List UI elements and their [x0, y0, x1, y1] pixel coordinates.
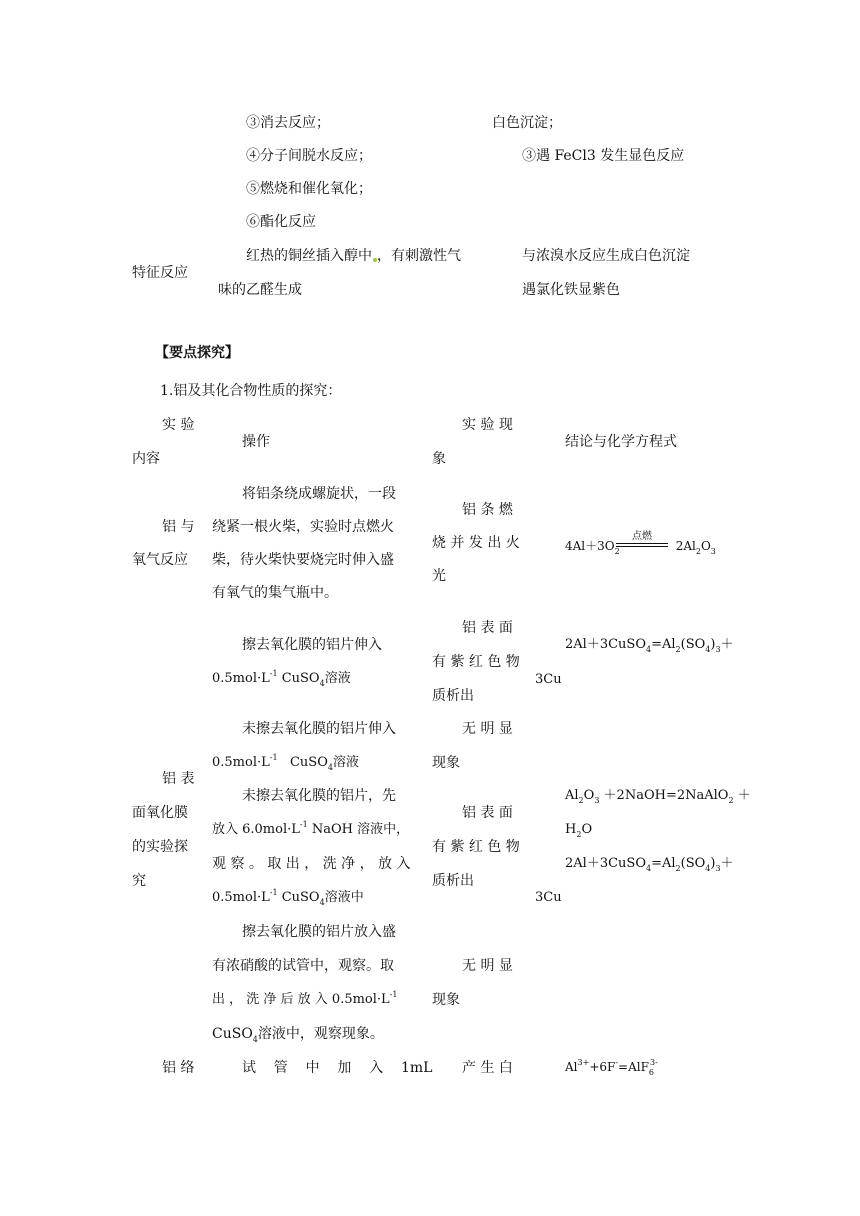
sup: 3-	[650, 1058, 658, 1067]
text-part: CuSO	[281, 890, 320, 905]
header-phenomenon-1: 实 验 现	[462, 417, 513, 433]
sub: 4	[645, 645, 652, 654]
sub: 2	[728, 796, 734, 805]
eq-part: O	[583, 788, 595, 803]
sub: 2	[675, 864, 681, 873]
list-item: ③消去反应；	[246, 115, 330, 131]
sub: 3	[594, 796, 600, 805]
row4-operation-1: 未擦去氧化膜的铝片，先	[242, 788, 396, 804]
row6-phenomenon: 产 生 白	[462, 1060, 513, 1076]
row2-operation-2	[212, 669, 351, 688]
sub: 6	[648, 1068, 655, 1077]
row3-operation-1: 未擦去氧化膜的铝片伸入	[242, 721, 396, 737]
row4-phenomenon-2: 有 紫 红 色 物	[432, 839, 520, 855]
row5-operation-1: 擦去氧化膜的铝片放入盛	[242, 924, 396, 940]
eq-sub: 3	[710, 547, 716, 556]
row6-content: 铝 络	[162, 1060, 195, 1076]
text-part: 溶液中，观察现象。	[257, 1026, 384, 1042]
row1-operation-1: 将铝条绕成螺旋状，一段	[242, 486, 396, 502]
list-item: ③遇 FeCl3 发生显色反应	[522, 148, 685, 164]
group-content-2: 面氧化膜	[132, 805, 188, 821]
sub: 4	[645, 864, 652, 873]
row1-operation-3: 柴，待火柴快要烧完时伸入盛	[212, 552, 394, 568]
text-part: 0.5mol·L	[212, 755, 270, 770]
feature-left-text-b: ，有刺激性气	[377, 248, 461, 264]
eq-part: ＋2NaOH=2NaAlO	[603, 788, 729, 803]
header-conclusion: 结论与化学方程式	[565, 434, 677, 450]
row2-phenomenon-2: 有 紫 红 色 物	[432, 654, 520, 670]
row1-phenomenon-3: 光	[432, 568, 446, 584]
text-part: 溶液	[324, 671, 351, 686]
row1-phenomenon-1: 铝 条 燃	[462, 502, 513, 518]
row2-operation-1: 擦去氧化膜的铝片伸入	[242, 637, 382, 653]
group-content-1: 铝 表	[162, 771, 195, 787]
section-subtitle: 1.铝及其化合物性质的探究：	[160, 383, 342, 399]
feature-left-text-2: 味的乙醛生成	[218, 282, 302, 298]
eq-part: ＋	[737, 788, 751, 803]
row4-equation-2-line2: 3Cu	[535, 890, 562, 905]
sub: 4	[319, 898, 325, 907]
sub: 2	[675, 645, 681, 654]
text-part: CuSO	[212, 1026, 253, 1042]
row4-operation-3: 观 察 。 取 出 ， 洗 净 ， 放 入	[212, 856, 411, 872]
row2-phenomenon-3: 质析出	[432, 688, 474, 704]
eq-part: =Al	[651, 856, 676, 871]
eq-part: ＋	[720, 637, 734, 652]
eq-part: Al	[565, 1060, 578, 1074]
section-title: 【要点探究】	[155, 345, 239, 361]
eq-part: O	[700, 539, 711, 553]
row6-equation	[565, 1058, 658, 1077]
row5-phenomenon-2: 现象	[432, 992, 460, 1008]
text-part: 溶液中	[324, 890, 364, 905]
eq-part: 2Al＋3CuSO	[565, 637, 646, 652]
text-part: CuSO	[289, 755, 328, 770]
row4-operation-4	[212, 888, 364, 907]
row6-operation: 试 管 中 加 入 1mL	[242, 1060, 433, 1076]
row1-operation-4: 有氧气的集气瓶中。	[212, 585, 338, 601]
eq-sub: 2	[614, 547, 620, 556]
list-item: ⑤燃烧和催化氧化；	[246, 181, 372, 197]
row5-operation-2: 有浓硝酸的试管中，观察。取	[212, 958, 394, 974]
row1-operation-2: 绕紧一根火柴，实验时点燃火	[212, 519, 394, 535]
sub: 4	[319, 679, 325, 688]
eq-part: O	[581, 822, 593, 837]
feature-left-text	[246, 249, 461, 263]
row2-equation	[565, 637, 734, 654]
feature-right-text: 与浓溴水反应生成白色沉淀	[522, 248, 690, 264]
header-phenomenon-2: 象	[432, 451, 446, 467]
text-part: 0.5mol·L	[212, 671, 270, 686]
header-content-2: 内容	[132, 451, 160, 467]
sup: -	[615, 1058, 619, 1067]
row5-phenomenon-1: 无 明 显	[462, 958, 513, 974]
sup: -1	[389, 990, 398, 999]
eq-part: 2Al	[675, 539, 696, 553]
row3-operation-2	[212, 753, 359, 772]
text-part: CuSO	[281, 671, 320, 686]
sub: 3	[715, 864, 721, 873]
sub: 4	[705, 864, 711, 873]
row1-phenomenon-2: 烧 并 发 出 火	[432, 535, 520, 551]
eq-part: =Al	[651, 637, 676, 652]
row3-phenomenon-2: 现象	[432, 755, 460, 771]
row5-operation-3	[212, 990, 398, 1007]
eq-part: Al	[565, 788, 579, 803]
eq-part: +6F	[589, 1060, 616, 1074]
eq-part: H	[565, 822, 577, 837]
condition-label: 点燃	[632, 531, 652, 542]
row2-equation-line2: 3Cu	[535, 672, 562, 687]
sub: 2	[576, 830, 582, 839]
feature-left-text-a: 红热的铜丝插入醇中	[246, 248, 372, 264]
row1-content-1: 铝 与	[162, 519, 195, 535]
text-part: NaOH 溶液中，	[311, 822, 410, 837]
equal-line	[616, 546, 668, 547]
eq-part: (SO	[680, 637, 706, 652]
text-part: 溶液	[332, 755, 359, 770]
equal-line	[616, 543, 668, 544]
list-item: ⑥酯化反应	[246, 214, 316, 230]
sub: 3	[715, 645, 721, 654]
row2-phenomenon-1: 铝 表 面	[462, 620, 513, 636]
sub: 4	[705, 645, 711, 654]
text-part: 0.5mol·L	[212, 890, 270, 905]
marker-dot	[373, 258, 377, 262]
eq-part: )	[710, 637, 716, 652]
sub: 4	[252, 1035, 258, 1044]
sub: 2	[578, 796, 584, 805]
list-item: ④分子间脱水反应；	[246, 148, 372, 164]
row4-equation-1-line2	[565, 822, 593, 839]
header-operation: 操作	[242, 434, 270, 450]
sub: 4	[327, 763, 333, 772]
header-content-1: 实 验	[162, 417, 195, 433]
reaction-condition	[614, 531, 670, 554]
row4-equation-1	[565, 788, 751, 805]
eq-part: 2Al＋3CuSO	[565, 856, 646, 871]
sup: 3+	[577, 1058, 590, 1067]
text-part: 出 ， 洗 净 后 放 入 0.5mol·L	[212, 992, 390, 1007]
list-item: 白色沉淀；	[492, 115, 562, 131]
group-content-3: 的实验探	[132, 839, 188, 855]
eq-part: ＋	[720, 856, 734, 871]
eq-part: 4Al＋3O	[565, 539, 615, 553]
sup: -1	[269, 753, 278, 762]
sup: -1	[269, 669, 278, 678]
row3-phenomenon-1: 无 明 显	[462, 721, 513, 737]
group-content-4: 究	[132, 873, 146, 889]
eq-part: (SO	[680, 856, 706, 871]
feature-label: 特征反应	[132, 265, 188, 281]
row4-operation-2	[212, 820, 410, 837]
eq-part: =AlF	[618, 1060, 649, 1074]
row4-phenomenon-3: 质析出	[432, 873, 474, 889]
row5-operation-4	[212, 1026, 384, 1044]
eq-part: )	[710, 856, 716, 871]
row4-phenomenon-1: 铝 表 面	[462, 805, 513, 821]
eq-sub: 2	[695, 547, 701, 556]
row4-equation-2	[565, 856, 734, 873]
feature-right-text-2: 遇氯化铁显紫色	[522, 282, 620, 298]
text-part: 放入 6.0mol·L	[212, 822, 300, 837]
sup: -1	[269, 888, 278, 897]
sup: -1	[299, 820, 308, 829]
row1-content-2: 氧气反应	[132, 552, 188, 568]
